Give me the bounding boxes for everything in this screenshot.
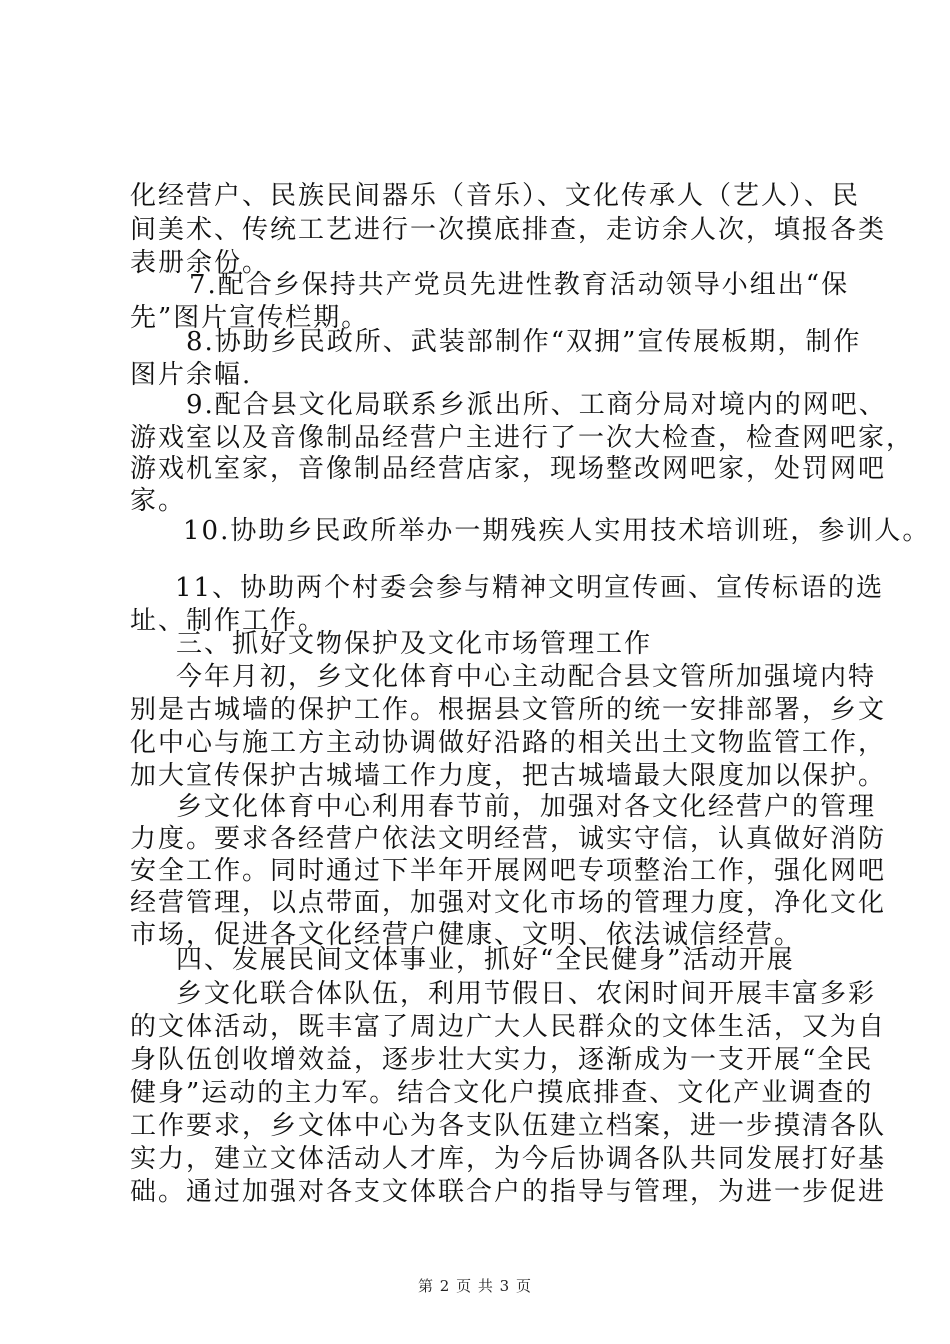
text-line: 9.配合县文化局联系乡派出所、工商分局对境内的网吧、 <box>186 390 887 420</box>
text-line: 力度。要求各经营户依法文明经营，诚实守信，认真做好消防 <box>130 824 887 854</box>
text-line: 游戏室以及音像制品经营户主进行了一次大检查，检查网吧家， <box>130 423 915 453</box>
text-line: 乡文化体育中心利用春节前，加强对各文化经营户的管理 <box>176 792 877 822</box>
text-line: 经营管理，以点带面，加强对文化市场的管理力度，净化文化 <box>130 888 887 918</box>
text-line: 的文体活动，既丰富了周边广大人民群众的文体生活，又为自 <box>130 1012 887 1042</box>
text-line: 安全工作。同时通过下半年开展网吧专项整治工作，强化网吧 <box>130 856 887 886</box>
section-heading: 三、抓好文物保护及文化市场管理工作 <box>176 629 653 659</box>
text-line: 10.协助乡民政所举办一期残疾人实用技术培训班，参训人。 <box>183 516 931 546</box>
text-line: 化经营户、民族民间器乐（音乐）、文化传承人（艺人）、民 <box>130 181 861 211</box>
section-heading: 四、发展民间文体事业，抓好“全民健身”活动开展 <box>176 945 795 975</box>
text-line: 7.配合乡保持共产党员先进性教育活动领导小组出“保 <box>189 270 850 300</box>
text-line: 今年月初，乡文化体育中心主动配合县文管所加强境内特 <box>176 662 877 692</box>
text-line: 加大宣传保护古城墙工作力度，把古城墙最大限度加以保护。 <box>130 761 887 791</box>
text-line: 乡文化联合体队伍，利用节假日、农闲时间开展丰富多彩 <box>176 979 877 1009</box>
text-line: 图片余幅. <box>130 360 253 390</box>
text-line: 别是古城墙的保护工作。根据县文管所的统一安排部署，乡文 <box>130 695 887 725</box>
text-line: 身队伍创收增效益，逐步壮大实力，逐渐成为一支开展“全民 <box>130 1045 874 1075</box>
text-line: 11、协助两个村委会参与精神文明宣传画、宣传标语的选 <box>175 573 885 603</box>
text-line: 间美术、传统工艺进行一次摸底排查，走访余人次，填报各类 <box>130 215 887 245</box>
text-line: 址、制作工作。 <box>130 606 327 636</box>
text-line: 础。通过加强对各支文体联合户的指导与管理，为进一步促进 <box>130 1177 887 1207</box>
text-line: 工作要求，乡文体中心为各支队伍建立档案，进一步摸清各队 <box>130 1111 887 1141</box>
text-line: 8.协助乡民政所、武装部制作“双拥”宣传展板期，制作 <box>186 327 862 357</box>
text-line: 健身”运动的主力军。结合文化户摸底排查、文化产业调查的 <box>130 1078 874 1108</box>
page-number-footer: 第 2 页 共 3 页 <box>418 1277 532 1295</box>
text-line: 市场，促进各文化经营户健康、文明、依法诚信经营。 <box>130 920 803 950</box>
text-line: 先”图片宣传栏期。 <box>130 303 370 333</box>
text-line: 表册余份。 <box>130 248 271 278</box>
text-line: 化中心与施工方主动协调做好沿路的相关出土文物监管工作， <box>130 728 887 758</box>
text-line: 家。 <box>130 486 187 516</box>
text-line: 游戏机室家，音像制品经营店家，现场整改网吧家，处罚网吧 <box>130 454 887 484</box>
text-line: 实力，建立文体活动人才库，为今后协调各队共同发展打好基 <box>130 1144 887 1174</box>
